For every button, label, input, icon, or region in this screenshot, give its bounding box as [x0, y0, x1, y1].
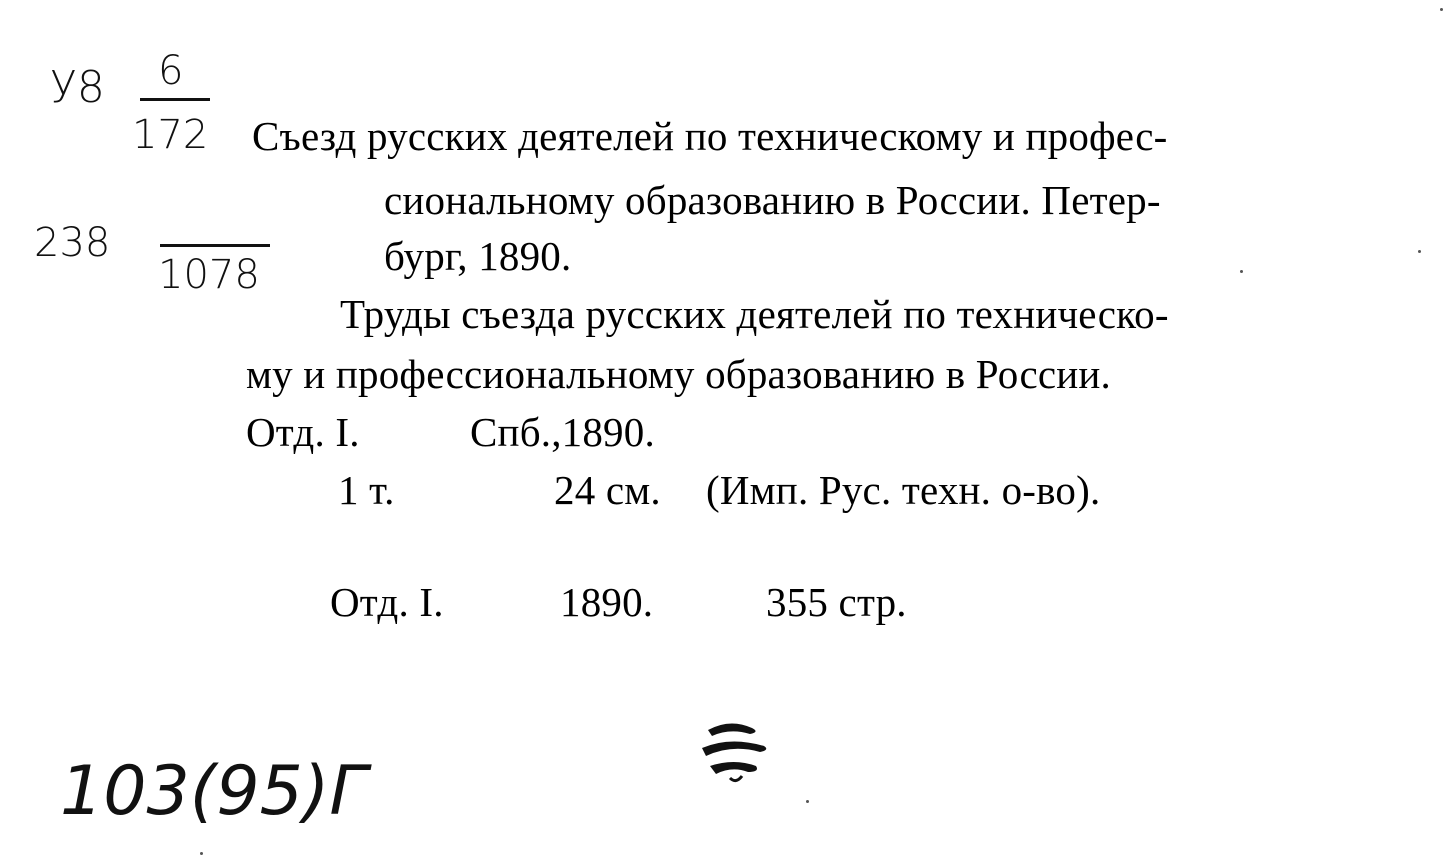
- handwritten-classification-code: 103(95)Г: [60, 752, 368, 831]
- handwritten-shelf-denominator-1: 172: [132, 112, 209, 158]
- handwritten-shelf-prefix-1: У8: [50, 62, 105, 113]
- scan-speck: [1440, 8, 1443, 11]
- scan-speck: [1240, 270, 1243, 273]
- size: 24 см.: [554, 467, 661, 513]
- heading-line-1: Съезд русских деятелей по техническому и профес-: [252, 113, 1168, 159]
- holding-pages: 355 стр.: [766, 579, 907, 625]
- place-year: Спб.,1890.: [470, 409, 655, 455]
- scan-speck: [200, 852, 203, 855]
- handwritten-fraction-bar-1: [140, 98, 210, 101]
- handwritten-shelf-denominator-2: 1078: [158, 252, 260, 298]
- publisher: (Имп. Рус. техн. о-во).: [706, 467, 1101, 513]
- handwritten-shelf-prefix-2: 238: [34, 220, 111, 266]
- holding-part: Отд. I.: [330, 579, 444, 625]
- handwritten-fraction-bar-2: [160, 244, 270, 247]
- title-line-1: Труды съезда русских деятелей по техническо-: [340, 291, 1169, 337]
- heading-line-2: сиональному образованию в России. Петер-: [384, 177, 1161, 223]
- holding-year: 1890.: [560, 579, 654, 625]
- scan-speck: [806, 800, 809, 803]
- title-line-2: му и профессиональному образованию в России.: [246, 351, 1111, 397]
- handwritten-shelf-numerator-1: 6: [158, 48, 184, 94]
- scan-speck: [1418, 250, 1421, 253]
- part-label: Отд. I.: [246, 409, 360, 455]
- heading-line-3: бург, 1890.: [384, 233, 572, 279]
- volumes: 1 т.: [338, 467, 395, 513]
- stamp-mark-icon: [690, 712, 780, 792]
